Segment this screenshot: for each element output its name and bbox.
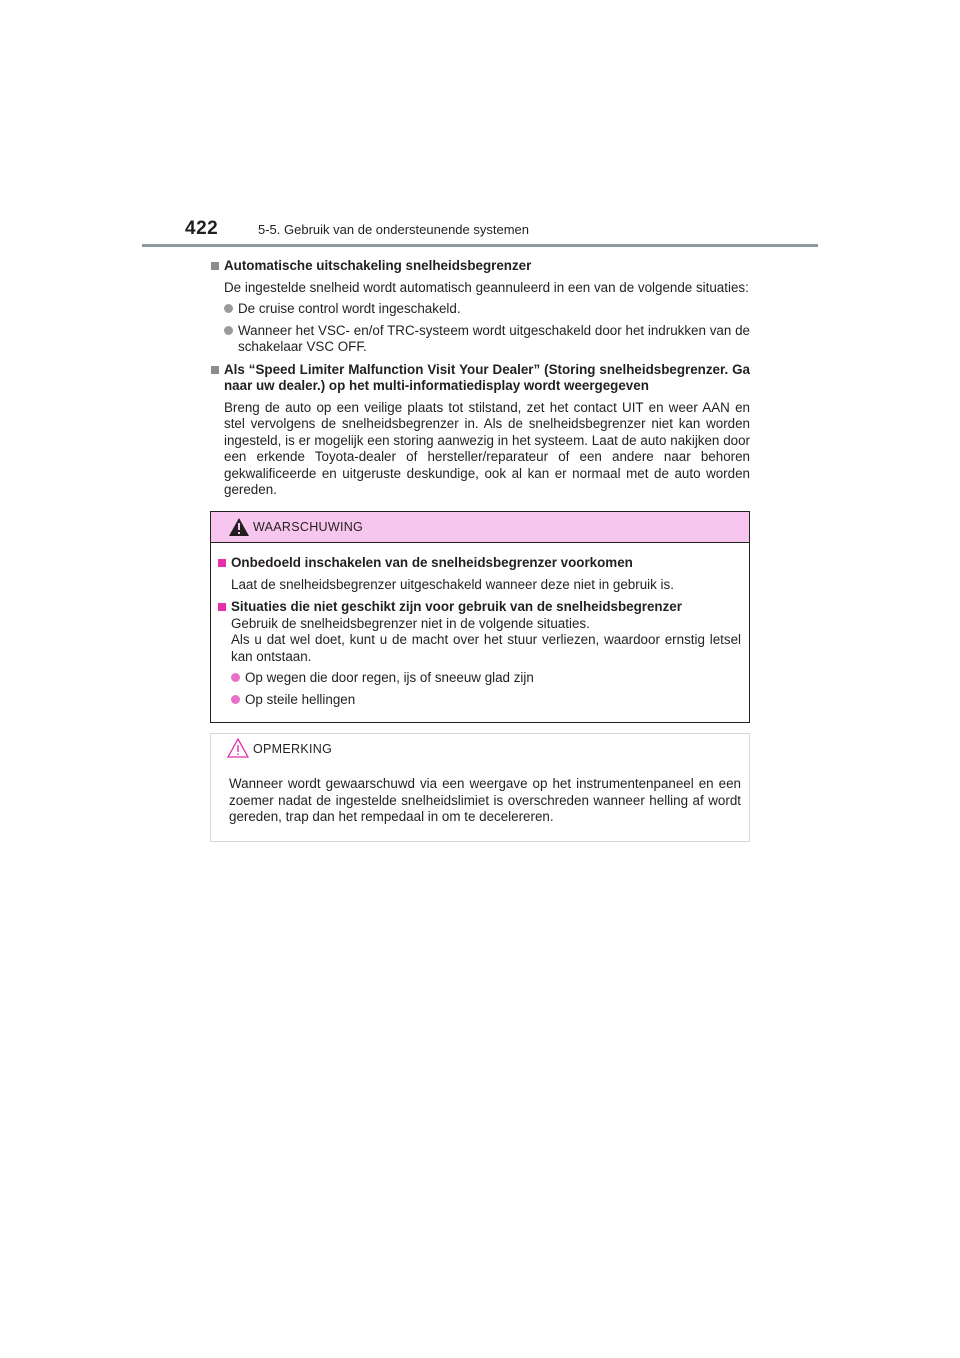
warning-bullet-1: Op wegen die door regen, ijs of sneeuw glad zijn — [217, 670, 741, 687]
warning-heading-2: Situaties die niet geschikt zijn voor gebruik van de snelheidsbegrenzer — [217, 599, 741, 616]
page-number: 422 — [185, 218, 219, 239]
warning-body — [211, 543, 749, 708]
header-rule — [142, 244, 818, 247]
auto-disable-bullet-1: De cruise control wordt ingeschakeld. — [210, 301, 750, 318]
warning-body-1: Laat de snelheidsbegrenzer uitgeschakeld wanneer deze niet in gebruik is. — [231, 576, 674, 592]
warning-triangle-icon — [229, 518, 249, 536]
note-text: Wanneer wordt gewaarschuwd via een weergave op het instrumentenpaneel en een zoemer nadat de ingestelde snelheidslimiet is overschreden wanneer helling af wordt gereden, trap dan het rempedaal in om te decelereren. — [229, 776, 741, 824]
warning-box — [210, 511, 750, 723]
heading-auto-disable: Automatische uitschakeling snelheidsbegrenzer — [210, 258, 750, 275]
warning-label: WAARSCHUWING — [253, 520, 364, 534]
section-title: 5-5. Gebruik van de ondersteunende systemen — [258, 222, 530, 237]
note-label: OPMERKING — [253, 742, 333, 756]
auto-disable-intro: De ingestelde snelheid wordt automatisch geannuleerd in een van de volgende situaties: — [224, 279, 749, 295]
caution-triangle-icon — [227, 738, 249, 758]
malfunction-body: Breng de auto op een veilige plaats tot stilstand, zet het contact UIT en weer AAN en stel vervolgens de snelheidsbegrenzer in. Als de snelheidsbegrenzer niet kan worden ingesteld, is er mogelijk een storing aanwezig in het systeem. Laat de auto nakijken door een erkende Toyota-dealer of hersteller/reparateur of een andere naar behoren gekwalificeerde en uitgeruste deskundige, ook al kan er normaal met de auto worden gereden. — [224, 399, 750, 497]
heading-malfunction: Als “Speed Limiter Malfunction Visit Your Dealer” (Storing snelheidsbegrenzer. Ga naar uw dealer.) op het multi-informatiedisplay wordt weergegeven — [210, 362, 750, 395]
note-body — [211, 764, 749, 826]
note-header — [211, 734, 749, 764]
auto-disable-bullet-2: Wanneer het VSC- en/of TRC-systeem wordt uitgeschakeld door het indrukken van de schakelaar VSC OFF. — [210, 323, 750, 356]
main-content — [210, 254, 750, 499]
warning-heading-1: Onbedoeld inschakelen van de snelheidsbegrenzer voorkomen — [217, 555, 741, 572]
warning-header — [211, 512, 749, 543]
note-box — [210, 733, 750, 842]
warning-bullet-2: Op steile hellingen — [217, 692, 741, 709]
warning-body-2b: Als u dat wel doet, kunt u de macht over het stuur verliezen, waardoor ernstig letsel kan ontstaan. — [231, 632, 741, 664]
warning-body-2a: Gebruik de snelheidsbegrenzer niet in de volgende situaties. — [231, 615, 590, 631]
